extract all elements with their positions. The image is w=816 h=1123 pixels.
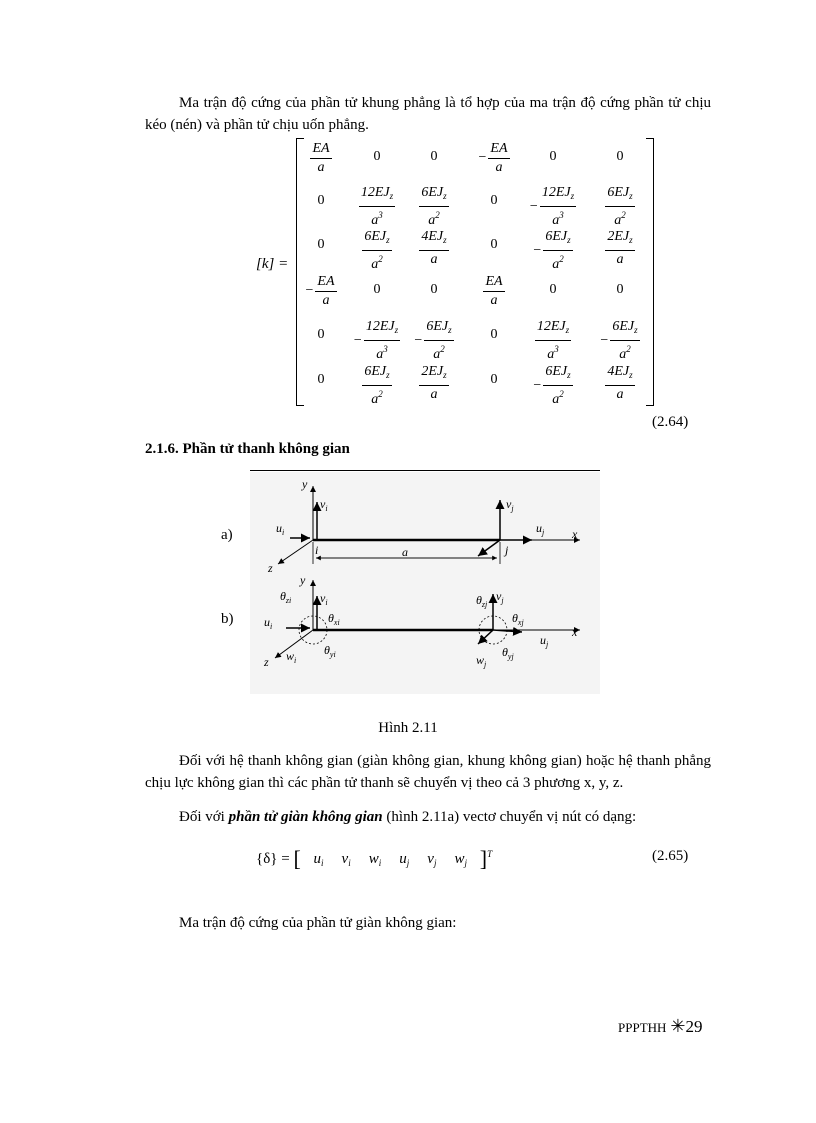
matrix-cell (590, 184, 650, 229)
matrix-cell (291, 273, 351, 309)
matrix-fraction (419, 184, 448, 229)
numerator-subscript: z (570, 191, 575, 201)
matrix-fraction (543, 228, 572, 273)
matrix-cell (464, 327, 524, 343)
fraction-denominator: $a^2$ (552, 389, 564, 407)
footer-text: PPPTHH (618, 1020, 667, 1035)
fraction-denominator: $a^3$ (547, 344, 559, 362)
matrix-fraction (424, 318, 453, 363)
fraction-numerator: EA (488, 140, 509, 159)
label-theta-zi: $\theta_{zi}$ (280, 589, 292, 605)
fraction-numerator: $6EJ_z$ (424, 318, 453, 341)
label-x-b: x (572, 625, 578, 639)
matrix-zero: 0 (430, 282, 438, 297)
figure-caption: Hình 2.11 (378, 720, 438, 736)
denominator-power: 3 (559, 210, 564, 220)
fraction-numerator: $6EJ_z$ (362, 228, 391, 251)
numerator-subscript: z (629, 191, 633, 201)
matrix-fraction (483, 273, 504, 309)
matrix-cell (404, 318, 464, 363)
matrix-cell (523, 318, 583, 363)
matrix-zero: 0 (317, 372, 325, 387)
equation-number-2-64: (2.64) (652, 414, 689, 430)
minus-sign: − (533, 242, 542, 258)
fraction-denominator: $a^3$ (376, 344, 388, 362)
vector-items (305, 851, 476, 867)
section-heading: 2.1.6. Phần tử thanh không gian (145, 441, 350, 457)
vector-component: $w_j$ (454, 851, 467, 868)
label-z-b: z (264, 655, 269, 669)
numerator-subscript: z (567, 370, 571, 380)
matrix-zero: 0 (373, 282, 381, 297)
label-uj-b: $u_j$ (540, 633, 549, 649)
matrix-cell (523, 149, 583, 165)
numerator-subscript: z (567, 235, 571, 245)
label-y-b: y (300, 573, 306, 587)
numerator-subscript: z (386, 370, 390, 380)
numerator-subscript: z (443, 235, 447, 245)
matrix-cell (523, 282, 583, 298)
fraction-numerator: $12EJ_z$ (359, 184, 395, 207)
matrix-cell (464, 193, 524, 209)
matrix-k-label (256, 256, 288, 273)
label-ui-a: $u_i$ (276, 521, 285, 537)
denominator-power: 2 (621, 210, 626, 220)
denominator-power: 2 (559, 389, 564, 399)
label-ui-b: $u_i$ (264, 615, 273, 631)
matrix-cell (347, 282, 407, 298)
fraction-denominator: a (430, 252, 438, 267)
label-node-j-a: j (505, 543, 509, 557)
figure-top-rule (250, 470, 600, 471)
label-theta-xi: $\theta_{xi}$ (328, 611, 340, 627)
denominator-power: 3 (554, 344, 559, 354)
numerator-subscript: z (389, 191, 394, 201)
denominator-power: 3 (378, 210, 383, 220)
truss-suffix: (hình 2.11a) vectơ chuyển vị nút có dạng: (382, 809, 637, 825)
matrix-fraction (315, 273, 336, 309)
matrix-cell (590, 228, 650, 268)
matrix-zero: 0 (317, 193, 325, 208)
numerator-subscript: z (565, 325, 570, 335)
matrix-cell (464, 273, 524, 309)
matrix-cell (347, 363, 407, 408)
denominator-power: 2 (378, 389, 383, 399)
matrix-cell (523, 184, 583, 229)
matrix-cell (291, 140, 351, 176)
fraction-numerator: $12EJ_z$ (364, 318, 400, 341)
vector-component-subscript: j (406, 858, 410, 868)
paragraph-intro: Ma trận độ cứng của phần tử khung phẳng là tổ hợp của ma trận độ cứng phần tử chịu kéo (nén) và phần tử chịu uốn phẳng. (145, 95, 711, 133)
label-theta-zj: $\theta_{zj}$ (476, 593, 488, 609)
matrix-fraction (605, 363, 634, 403)
matrix-zero: 0 (490, 372, 498, 387)
fraction-numerator: $6EJ_z$ (543, 363, 572, 386)
label-vi-a: $v_i$ (320, 497, 328, 513)
fraction-numerator: $12EJ_z$ (535, 318, 571, 341)
matrix-cell (523, 363, 583, 408)
matrix-fraction (364, 318, 400, 363)
matrix-fraction (362, 228, 391, 273)
paragraph-space-systems: Đối với hệ thanh không gian (giàn không gian, khung không gian) hoặc hệ thanh phẳng chịu lực không gian thì các phần tử thanh sẽ chuyển vị theo cả 3 phương x, y, z. (145, 753, 711, 791)
vector-close-bracket: ] (479, 846, 488, 871)
matrix-cell (404, 228, 464, 268)
fraction-denominator: $a^2$ (371, 389, 383, 407)
minus-sign: − (529, 198, 538, 214)
fraction-denominator: $a^2$ (614, 210, 626, 228)
matrix-left-bracket (296, 138, 304, 406)
matrix-cell (347, 149, 407, 165)
matrix-cell (590, 149, 650, 165)
fraction-denominator: a (616, 387, 624, 402)
matrix-fraction (362, 363, 391, 408)
minus-sign: − (414, 332, 423, 348)
matrix-cell (404, 363, 464, 403)
matrix-zero: 0 (373, 149, 381, 164)
matrix-fraction (610, 318, 639, 363)
fraction-numerator: $4EJ_z$ (419, 228, 448, 251)
fraction-denominator: $a^3$ (371, 210, 383, 228)
numerator-subscript: z (629, 235, 633, 245)
matrix-cell (291, 237, 351, 253)
label-vj-a: $v_j$ (506, 497, 514, 513)
matrix-zero: 0 (616, 149, 624, 164)
label-z-a: z (268, 561, 273, 575)
label-node-i-a: i (315, 543, 319, 557)
denominator-power: 2 (559, 254, 564, 264)
minus-sign: − (353, 332, 362, 348)
vector-component: $u_i$ (313, 851, 324, 868)
fraction-denominator: a (495, 160, 503, 175)
fraction-denominator: $a^2$ (371, 254, 383, 272)
denominator-power: 2 (440, 344, 445, 354)
vector-component: $v_i$ (341, 851, 351, 868)
fraction-numerator: EA (315, 273, 336, 292)
matrix-cell (404, 184, 464, 229)
matrix-cell (291, 193, 351, 209)
matrix-cell (291, 327, 351, 343)
matrix-fraction (605, 228, 634, 268)
matrix-cell (464, 237, 524, 253)
fraction-denominator: a (322, 293, 330, 308)
matrix-fraction (419, 228, 448, 268)
matrix-cell (404, 149, 464, 165)
fraction-numerator: EA (310, 140, 331, 159)
matrix-cell (590, 363, 650, 403)
denominator-power: 2 (378, 254, 383, 264)
vector-open-bracket: [ (293, 846, 301, 871)
fraction-denominator: $a^2$ (428, 210, 440, 228)
numerator-subscript: z (443, 370, 447, 380)
numerator-subscript: z (448, 325, 452, 335)
figure-label-b: b) (221, 611, 234, 627)
label-theta-xj: $\theta_{xj}$ (512, 611, 524, 627)
vector-component-subscript: j (464, 858, 467, 868)
fraction-denominator: a (490, 293, 498, 308)
label-uj-a: $u_j$ (536, 521, 545, 537)
denominator-power: 2 (435, 210, 440, 220)
matrix-cell (464, 372, 524, 388)
fraction-numerator: $4EJ_z$ (605, 363, 634, 386)
fraction-numerator: EA (483, 273, 504, 292)
matrix-fraction (359, 184, 395, 229)
fraction-numerator: $6EJ_z$ (362, 363, 391, 386)
matrix-zero: 0 (490, 193, 498, 208)
matrix-fraction (535, 318, 571, 363)
fraction-numerator: $2EJ_z$ (605, 228, 634, 251)
fraction-denominator: $a^3$ (552, 210, 564, 228)
paragraph-stiffness-truss: Ma trận độ cứng của phần tử giàn không gian: (179, 915, 457, 931)
matrix-fraction (419, 363, 448, 403)
matrix-zero: 0 (616, 282, 624, 297)
truss-emphasis: phần tử giàn không gian (228, 809, 383, 825)
matrix-cell (404, 282, 464, 298)
fraction-numerator: $2EJ_z$ (419, 363, 448, 386)
vector-component-subscript: i (348, 858, 351, 868)
denominator-power: 2 (626, 344, 631, 354)
minus-sign: − (478, 150, 487, 165)
matrix-fraction (543, 363, 572, 408)
fraction-numerator: $6EJ_z$ (610, 318, 639, 341)
numerator-subscript: z (443, 191, 447, 201)
matrix-cell (523, 228, 583, 273)
fraction-denominator: a (616, 252, 624, 267)
matrix-cell (590, 318, 650, 363)
vector-component-subscript: j (433, 858, 437, 868)
paragraph-truss (145, 806, 711, 828)
label-y-a: y (302, 477, 308, 491)
minus-sign: − (533, 377, 542, 393)
numerator-subscript: z (386, 235, 390, 245)
numerator-subscript: z (394, 325, 399, 335)
fraction-denominator: a (317, 160, 325, 175)
k-label: [k] = (256, 256, 289, 272)
matrix-cell (347, 318, 407, 363)
numerator-subscript: z (629, 370, 633, 380)
fraction-denominator: a (430, 387, 438, 402)
matrix-zero: 0 (549, 282, 557, 297)
matrix-zero: 0 (490, 327, 498, 342)
matrix-zero: 0 (430, 149, 438, 164)
label-x-a: x (572, 527, 578, 541)
fraction-denominator: $a^2$ (619, 344, 631, 362)
truss-prefix: Đối với (179, 809, 229, 825)
fraction-denominator: $a^2$ (433, 344, 445, 362)
matrix-zero: 0 (317, 327, 325, 342)
label-theta-yi: $\theta_{yi}$ (324, 643, 336, 659)
matrix-fraction (310, 140, 331, 176)
label-wi-b: $w_i$ (286, 649, 297, 665)
label-vj-b: $v_j$ (496, 589, 504, 605)
vector-component: $w_i$ (368, 851, 382, 868)
matrix-zero: 0 (490, 237, 498, 252)
vector-component-subscript: i (321, 858, 324, 868)
fraction-numerator: $6EJ_z$ (419, 184, 448, 207)
vector-component-subscript: i (378, 858, 382, 868)
fraction-numerator: $6EJ_z$ (543, 228, 572, 251)
vector-component: $v_j$ (427, 851, 437, 868)
page-footer (618, 1016, 703, 1037)
matrix-cell (347, 228, 407, 273)
figure-label-a: a) (221, 527, 233, 543)
minus-sign: − (600, 332, 609, 348)
fraction-numerator: $6EJ_z$ (605, 184, 634, 207)
label-vi-b: $v_i$ (320, 591, 328, 607)
star-icon: ✳ (670, 1016, 686, 1036)
fraction-numerator: $12EJ_z$ (540, 184, 576, 207)
matrix-cell (590, 282, 650, 298)
matrix-cell (291, 372, 351, 388)
matrix-zero: 0 (317, 237, 325, 252)
label-length-a: a (402, 545, 408, 559)
page-number: 29 (685, 1017, 703, 1036)
matrix-fraction (540, 184, 576, 229)
vector-component: $u_j$ (399, 851, 410, 868)
denominator-power: 3 (383, 344, 388, 354)
fraction-denominator: $a^2$ (552, 254, 564, 272)
label-wj-b: $w_j$ (476, 653, 487, 669)
minus-sign: − (305, 283, 314, 298)
figure-2-11-diagram (250, 472, 600, 694)
equation-number-2-65: (2.65) (652, 848, 689, 864)
matrix-zero: 0 (549, 149, 557, 164)
matrix-cell (464, 140, 524, 176)
displacement-vector (256, 846, 492, 872)
delta-label: {δ} = (256, 851, 290, 867)
matrix-cell (347, 184, 407, 229)
numerator-subscript: z (634, 325, 638, 335)
transpose-mark: T (487, 849, 493, 859)
matrix-fraction (488, 140, 509, 176)
label-theta-yj: $\theta_{yj}$ (502, 645, 514, 661)
matrix-fraction (605, 184, 634, 229)
